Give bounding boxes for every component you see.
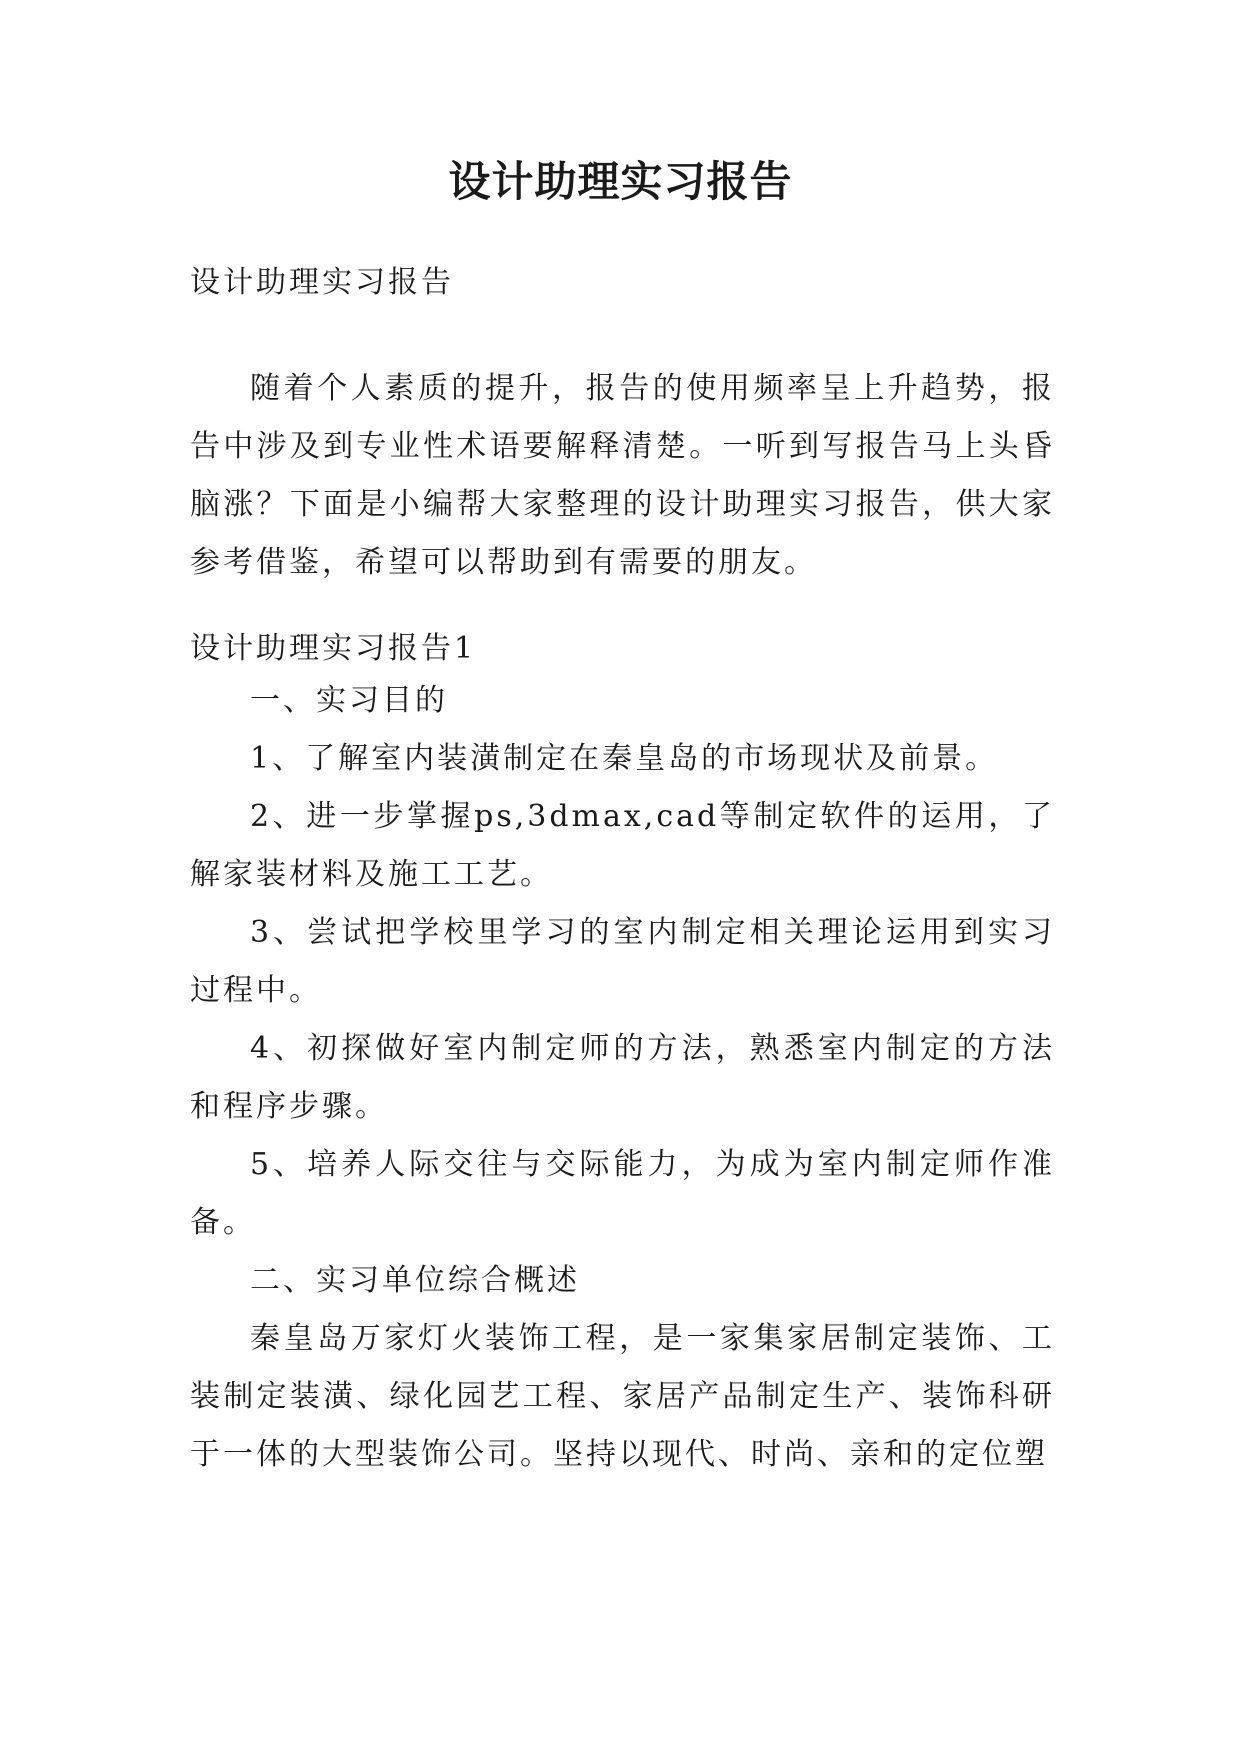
list-item: 2、进一步掌握ps,3dmax,cad等制定软件的运用，了解家装材料及施工工艺。 [190,799,1055,892]
intro-paragraph: 随着个人素质的提升，报告的使用频率呈上升趋势，报告中涉及到专业性术语要解释清楚。一听到写报告马上头昏脑涨？下面是小编帮大家整理的设计助理实习报告，供大家参考借鉴，希望可以帮助到有需要的朋友。 [190,371,1055,580]
document-title: 设计助理实习报告 [448,157,793,206]
list-item: 5、培养人际交往与交际能力，为成为室内制定师作准备。 [190,1147,1055,1240]
list-item: 3、尝试把学校里学习的室内制定相关理论运用到实习过程中。 [190,915,1055,1008]
document-subtitle: 设计助理实习报告 [190,265,454,300]
list-item: 1、了解室内装潢制定在秦皇岛的市场现状及前景。 [250,741,999,776]
list-item: 4、初探做好室内制定师的方法，熟悉室内制定的方法和程序步骤。 [190,1031,1055,1124]
section1-heading: 设计助理实习报告1 [190,631,477,666]
part1-heading: 一、实习目的 [250,683,448,718]
intro-block [190,360,1055,592]
part2-paragraph: 秦皇岛万家灯火装饰工程，是一家集家居制定装饰、工装制定装潢、绿化园艺工程、家居产品制定生产、装饰科研于一体的大型装饰公司。坚持以现代、时尚、亲和的定位塑 [190,1321,1055,1472]
part2-heading: 二、实习单位综合概述 [250,1263,580,1298]
section1-body [190,672,1055,1484]
